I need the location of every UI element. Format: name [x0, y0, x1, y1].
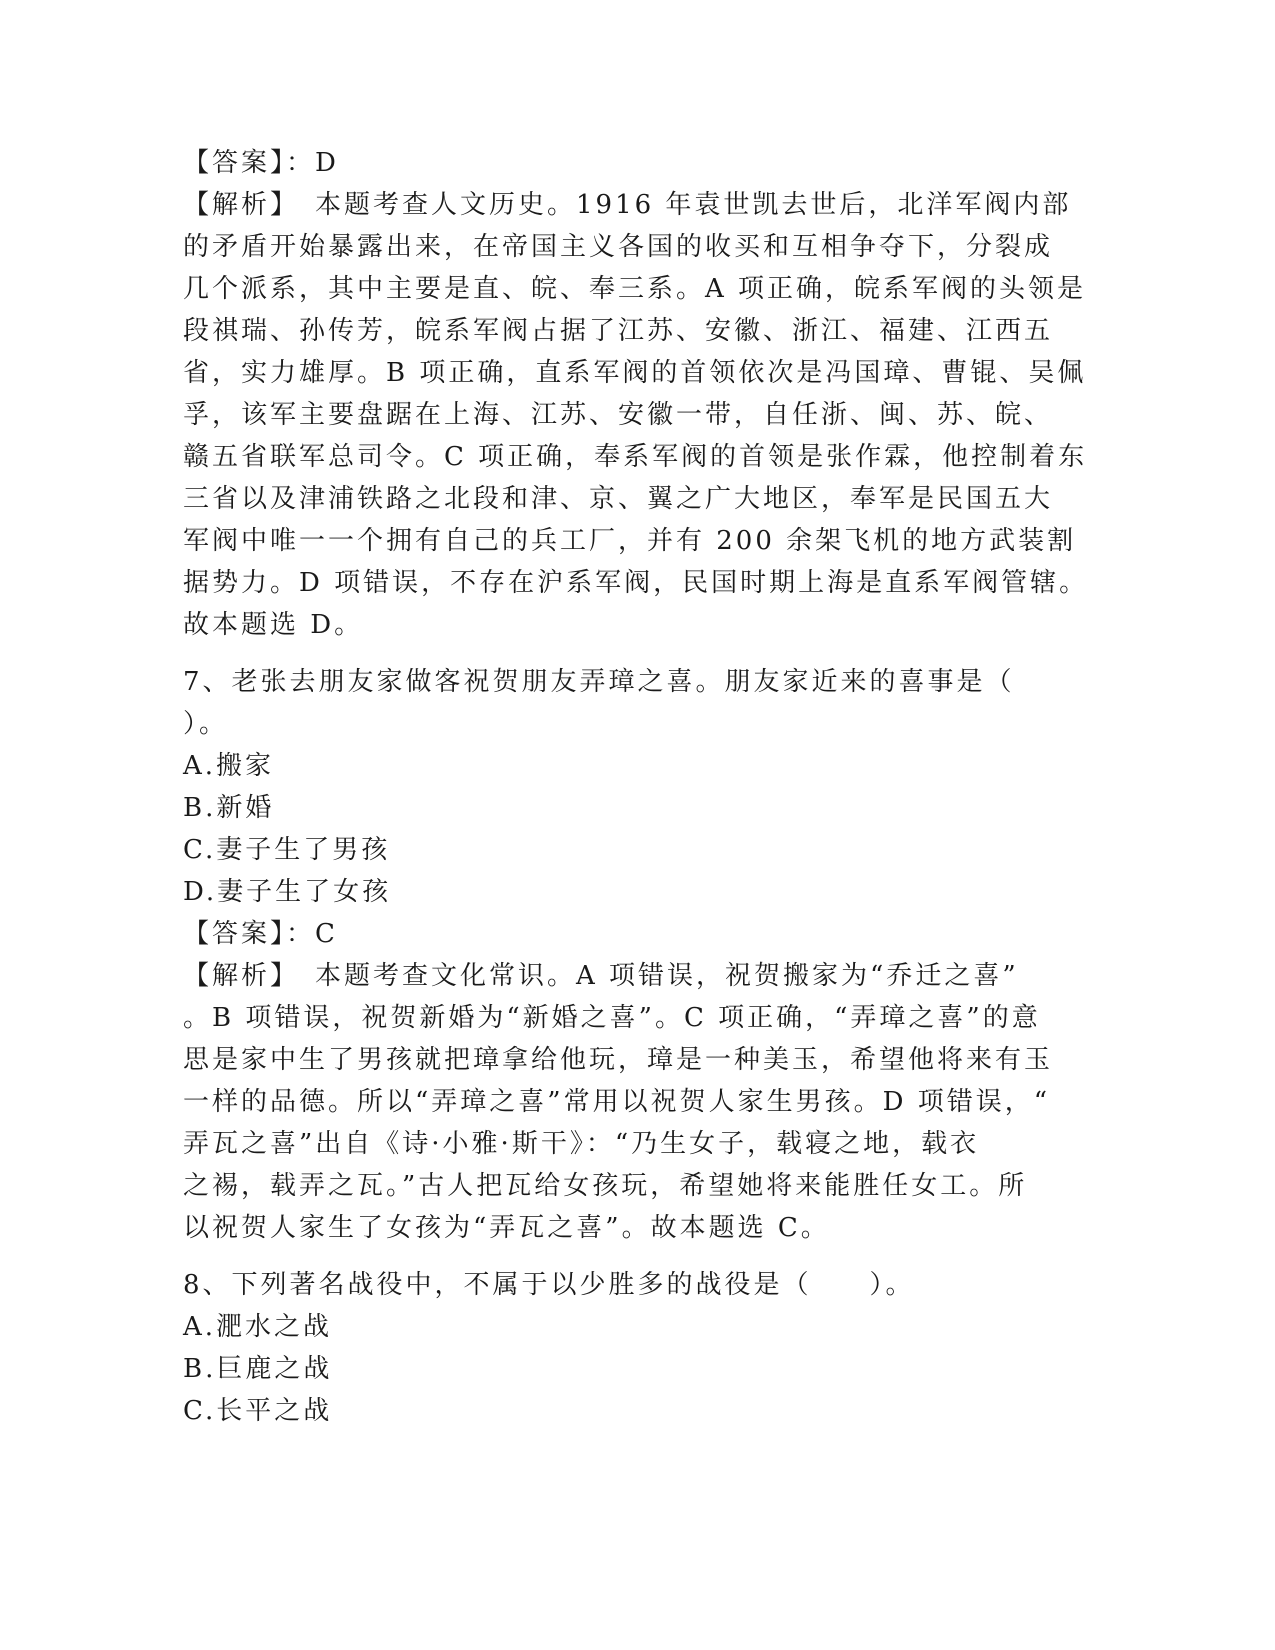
answer-line: 【答案】：C: [183, 919, 338, 949]
explanation-line: 的矛盾开始暴露出来，在帝国主义各国的收买和互相争夺下，分裂成: [183, 232, 1054, 262]
question-line: 7、老张去朋友家做客祝贺朋友弄璋之喜。朋友家近来的喜事是（: [183, 667, 1015, 697]
option-line: B.巨鹿之战: [183, 1354, 333, 1384]
option-line: A.搬家: [183, 751, 275, 781]
option-line: D.妻子生了女孩: [183, 877, 392, 907]
explanation-line: 据势力。D 项错误，不存在沪系军阀，民国时期上海是直系军阀管辖。: [183, 568, 1089, 598]
explanation-line: 三省以及津浦铁路之北段和津、京、翼之广大地区，奉军是民国五大: [183, 484, 1054, 514]
explanation-line: 省，实力雄厚。B 项正确，直系军阀的首领依次是冯国璋、曹锟、吴佩: [183, 358, 1087, 388]
explanation-line: 弄瓦之喜”出自《诗·小雅·斯干》：“乃生女子，载寝之地，载衣: [183, 1129, 980, 1159]
explanation-line: 。B 项错误，祝贺新婚为“新婚之喜”。C 项正确，“弄璋之喜”的意: [183, 1003, 1041, 1033]
explanation-line: 几个派系，其中主要是直、皖、奉三系。A 项正确，皖系军阀的头领是: [183, 274, 1087, 304]
document-page: [183, 142, 1089, 1432]
option-line: C.妻子生了男孩: [183, 835, 391, 865]
explanation-line: 之裼，载弄之瓦。”古人把瓦给女孩玩，希望她将来能胜任女工。所: [183, 1171, 1028, 1201]
option-line: A.淝水之战: [183, 1312, 333, 1342]
explanation-line: 段祺瑞、孙传芳，皖系军阀占据了江苏、安徽、浙江、福建、江西五: [183, 316, 1054, 346]
question-line: 8、下列著名战役中，不属于以少胜多的战役是（ ）。: [183, 1270, 915, 1300]
option-line: C.长平之战: [183, 1396, 333, 1426]
explanation-line: 【解析】 本题考查文化常识。A 项错误，祝贺搬家为“乔迁之喜”: [183, 961, 1019, 991]
explanation-line: 赣五省联军总司令。C 项正确，奉系军阀的首领是张作霖，他控制着东: [183, 442, 1088, 472]
explanation-line: 思是家中生了男孩就把璋拿给他玩，璋是一种美玉，希望他将来有玉: [183, 1045, 1054, 1075]
explanation-line: 军阀中唯一一个拥有自己的兵工厂，并有 200 余架飞机的地方武装割: [183, 526, 1077, 556]
explanation-line: 一样的品德。所以“弄璋之喜”常用以祝贺人家生男孩。D 项错误，“: [183, 1087, 1050, 1117]
question-line: ）。: [183, 709, 229, 739]
option-line: B.新婚: [183, 793, 275, 823]
answer-line: 【答案】：D: [183, 148, 339, 178]
explanation-line: 孚，该军主要盘踞在上海、江苏、安徽一带，自任浙、闽、苏、皖、: [183, 400, 1054, 430]
explanation-line: 【解析】 本题考查人文历史。1916 年袁世凯去世后，北洋军阀内部: [183, 190, 1072, 220]
explanation-line: 以祝贺人家生了女孩为“弄瓦之喜”。故本题选 C。: [183, 1213, 830, 1243]
explanation-line: 故本题选 D。: [183, 610, 364, 640]
